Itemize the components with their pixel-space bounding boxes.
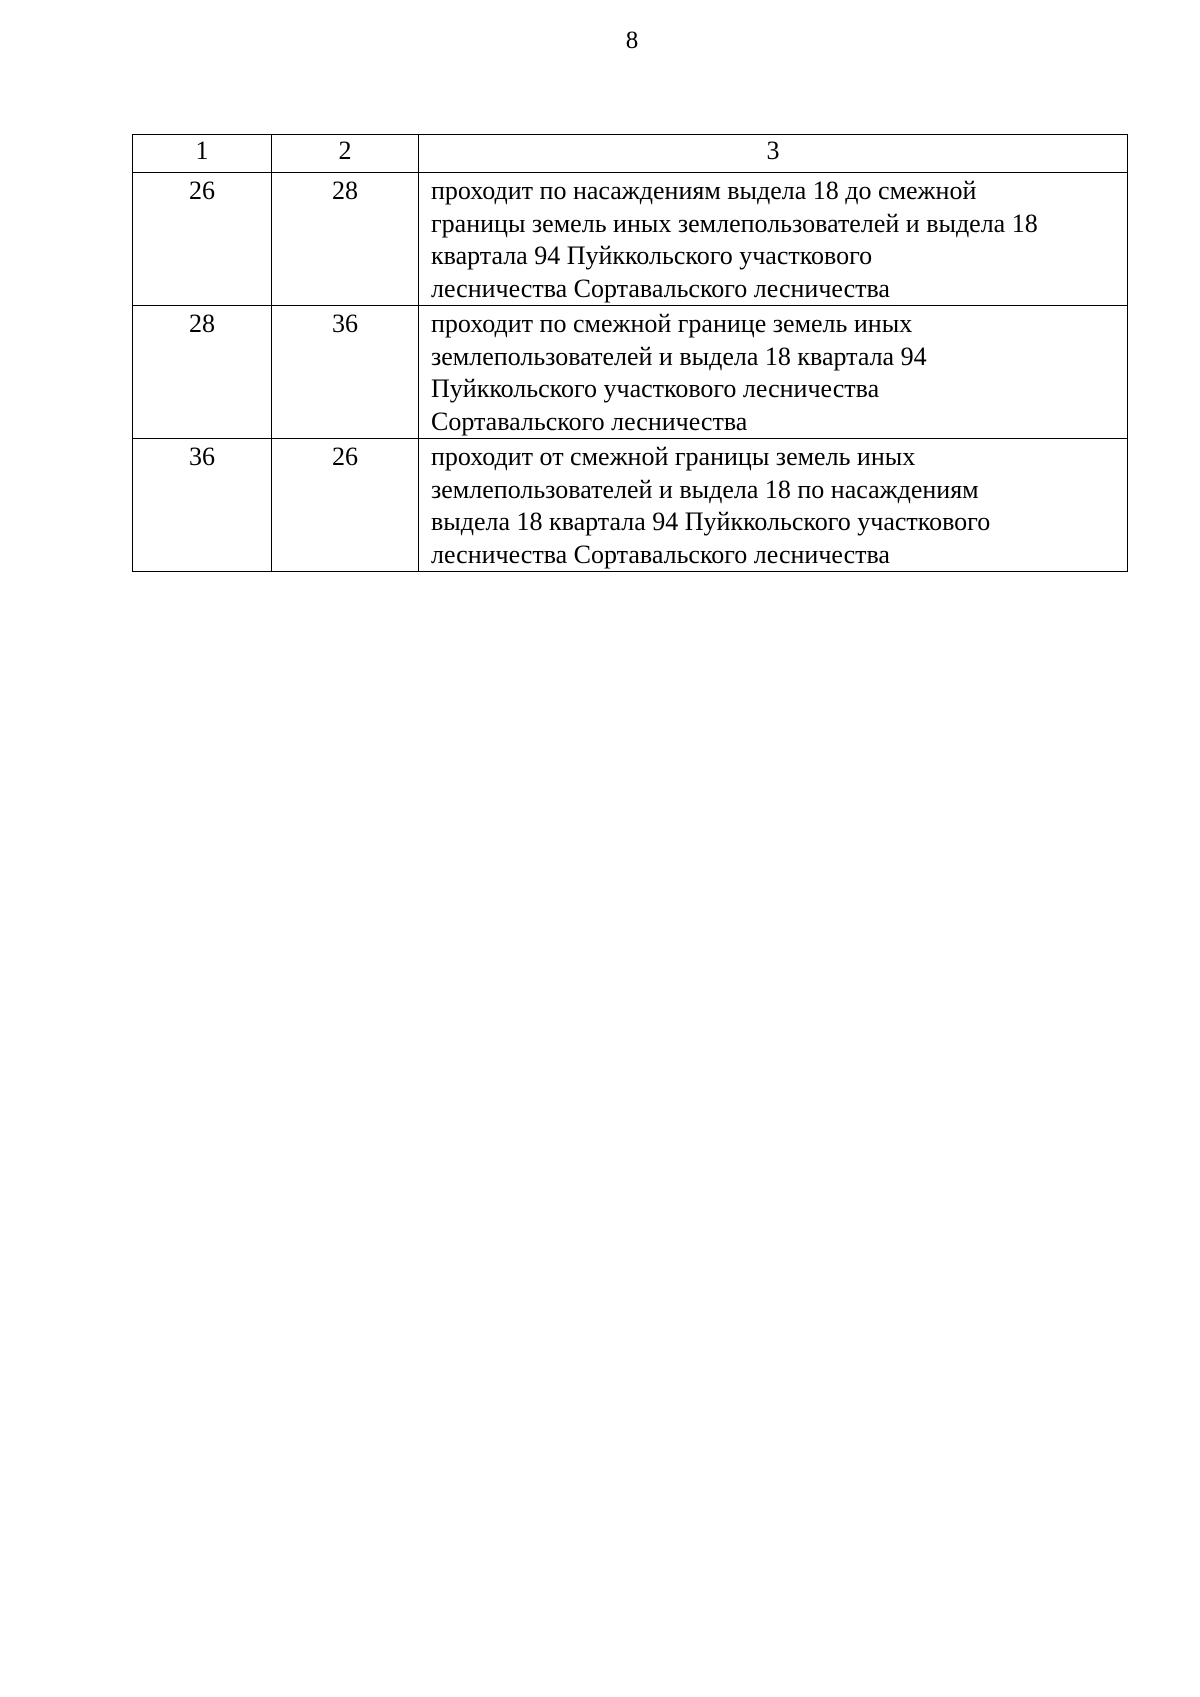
description-line: выдела 18 квартала 94 Пуйккольского участкового <box>431 507 991 536</box>
header-cell-3: 3 <box>419 135 1128 173</box>
from-point-cell: 26 <box>133 173 272 306</box>
description-line: Сортавальского лесничества <box>431 406 748 436</box>
description-cell <box>419 306 1128 439</box>
description-line: Пуйккольского участкового лесничества <box>431 374 880 403</box>
to-point-cell: 28 <box>272 173 419 306</box>
description-line: лесничества Сортавальского лесничества <box>431 539 890 569</box>
to-point-cell: 36 <box>272 306 419 439</box>
from-point-cell: 36 <box>133 439 272 572</box>
to-point-cell: 26 <box>272 439 419 572</box>
from-point-cell: 28 <box>133 306 272 439</box>
description-line: лесничества Сортавальского лесничества <box>431 273 890 303</box>
description-line: квартала 94 Пуйккольского участкового <box>431 241 873 270</box>
description-line: землепользователей и выдела 18 по насаждениям <box>431 474 979 504</box>
header-cell-2: 2 <box>272 135 419 173</box>
table-row <box>133 173 1128 306</box>
description-line: проходит по смежной границе земель иных <box>431 309 913 338</box>
table-row <box>133 306 1128 439</box>
page-number: 8 <box>625 27 639 54</box>
description-line: проходит от смежной границы земель иных <box>431 442 916 471</box>
header-cell-1: 1 <box>133 135 272 173</box>
description-line: землепользователей и выдела 18 квартала 94 <box>431 341 927 371</box>
table-header-row <box>133 135 1128 173</box>
description-cell <box>419 439 1128 572</box>
description-cell <box>419 173 1128 306</box>
description-line: границы земель иных землепользователей и выдела 18 <box>431 208 1038 238</box>
boundary-table <box>132 134 1128 572</box>
table-row <box>133 439 1128 572</box>
description-line: проходит по насаждениям выдела 18 до смежной <box>431 176 977 205</box>
